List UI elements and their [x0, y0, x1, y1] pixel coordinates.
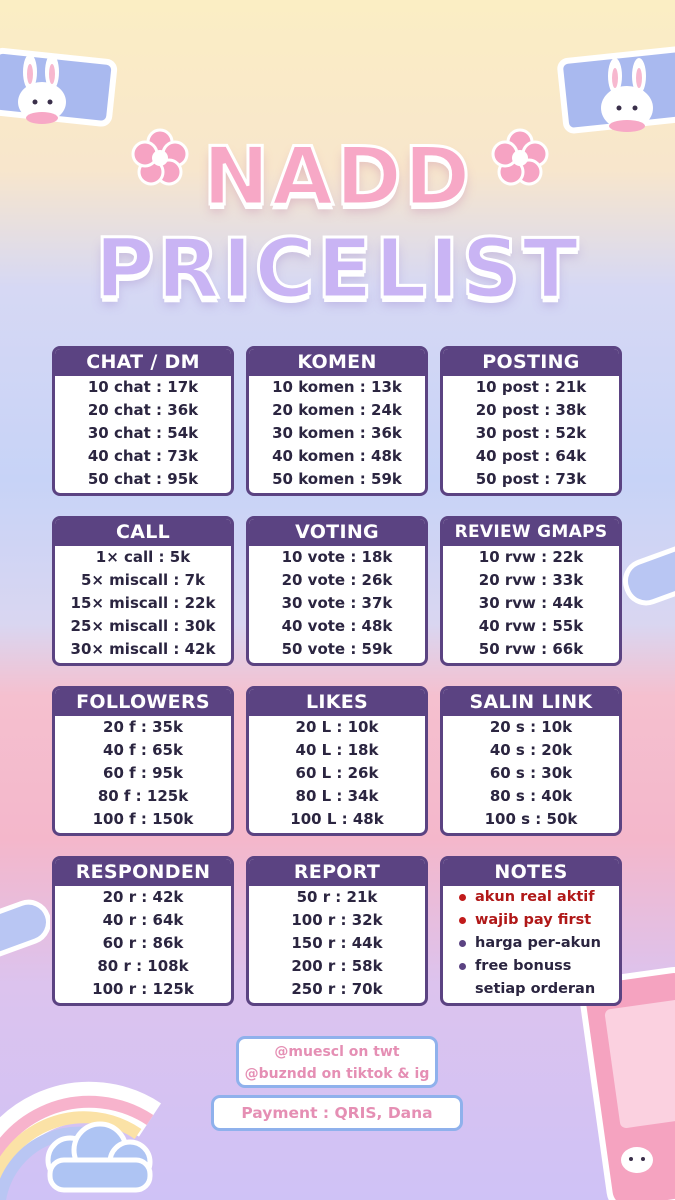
- payment-methods: Payment : QRIS, Dana: [211, 1095, 463, 1131]
- price-row: 80 L : 34k: [295, 787, 379, 805]
- bandage-sticker-right: [620, 540, 675, 620]
- bullet-icon: [459, 894, 466, 901]
- price-row: 60 r : 86k: [102, 934, 184, 952]
- card-header: RESPONDEN: [55, 859, 231, 886]
- price-row: 20 s : 10k: [489, 718, 573, 736]
- price-row: 30 post : 52k: [475, 424, 587, 442]
- note-item: [457, 932, 619, 955]
- price-row: 15× miscall : 22k: [70, 594, 216, 612]
- price-row: 80 f : 125k: [97, 787, 189, 805]
- note-text: free bonuss: [475, 958, 572, 974]
- price-row: 100 r : 125k: [92, 980, 194, 998]
- card-header: KOMEN: [249, 349, 425, 376]
- price-row: 60 f : 95k: [103, 764, 183, 782]
- card-header: NOTES: [443, 859, 619, 886]
- price-row: 40 s : 20k: [489, 741, 573, 759]
- price-card-voting: [246, 516, 428, 666]
- price-row: 1× call : 5k: [95, 548, 191, 566]
- price-row: 100 L : 48k: [290, 810, 384, 828]
- price-card-responden: [52, 856, 234, 1006]
- notes-card: [440, 856, 622, 1006]
- bullet-icon: [459, 940, 466, 947]
- note-text: setiap orderan: [475, 981, 596, 997]
- note-text: wajib pay first: [475, 912, 592, 928]
- price-row: 40 f : 65k: [103, 741, 183, 759]
- note-item-continued: [457, 978, 619, 1001]
- notes-list: [443, 886, 619, 1001]
- price-row: 250 r : 70k: [291, 980, 383, 998]
- bunny-tape-sticker-right: [555, 42, 675, 142]
- price-row: 40 chat : 73k: [87, 447, 199, 465]
- bullet-icon: [459, 917, 466, 924]
- price-card-review-gmaps: [440, 516, 622, 666]
- note-item: [457, 886, 619, 909]
- price-row: 10 rvw : 22k: [478, 548, 584, 566]
- price-row: 150 r : 44k: [291, 934, 383, 952]
- price-row: 30× miscall : 42k: [70, 640, 216, 658]
- card-header: LIKES: [249, 689, 425, 716]
- price-row: 50 post : 73k: [475, 470, 587, 488]
- price-row: 10 komen : 13k: [272, 378, 402, 396]
- bunny-tape-sticker-left: [0, 42, 120, 137]
- price-row: 60 s : 30k: [489, 764, 573, 782]
- price-row: 50 rvw : 66k: [478, 640, 584, 658]
- note-item: [457, 909, 619, 932]
- card-header: CALL: [55, 519, 231, 546]
- price-card-komen: [246, 346, 428, 496]
- bandage-sticker-left: [0, 895, 50, 965]
- price-row: 100 s : 50k: [484, 810, 578, 828]
- price-row: 200 r : 58k: [291, 957, 383, 975]
- price-card-posting: [440, 346, 622, 496]
- price-row: 60 L : 26k: [295, 764, 379, 782]
- price-card-report: [246, 856, 428, 1006]
- price-row: 100 f : 150k: [92, 810, 194, 828]
- card-header: CHAT / DM: [55, 349, 231, 376]
- note-text: akun real aktif: [475, 889, 595, 905]
- price-card-chat-dm: [52, 346, 234, 496]
- price-row: 50 chat : 95k: [87, 470, 199, 488]
- price-row: 50 vote : 59k: [281, 640, 393, 658]
- price-row: 20 rvw : 33k: [478, 571, 584, 589]
- price-row: 80 r : 108k: [97, 957, 189, 975]
- price-row: 20 f : 35k: [103, 718, 183, 736]
- price-row: 20 r : 42k: [102, 888, 184, 906]
- price-row: 10 post : 21k: [475, 378, 587, 396]
- price-row: 25× miscall : 30k: [70, 617, 216, 635]
- card-header: SALIN LINK: [443, 689, 619, 716]
- price-row: 20 post : 38k: [475, 401, 587, 419]
- price-row: 10 vote : 18k: [281, 548, 393, 566]
- price-row: 100 r : 32k: [291, 911, 383, 929]
- title-line-2: PRICELIST: [94, 222, 581, 317]
- bullet-icon: [459, 963, 466, 970]
- price-row: 30 chat : 54k: [87, 424, 199, 442]
- price-row: 5× miscall : 7k: [80, 571, 206, 589]
- card-header: POSTING: [443, 349, 619, 376]
- card-header: REPORT: [249, 859, 425, 886]
- title-line-1: NADD: [202, 130, 473, 223]
- card-header: FOLLOWERS: [55, 689, 231, 716]
- contact-box: [236, 1036, 438, 1088]
- price-row: 20 komen : 24k: [272, 401, 402, 419]
- price-row: 30 rvw : 44k: [478, 594, 584, 612]
- price-row: 20 L : 10k: [295, 718, 379, 736]
- price-row: 40 r : 64k: [102, 911, 184, 929]
- card-header: VOTING: [249, 519, 425, 546]
- price-row: 80 s : 40k: [489, 787, 573, 805]
- price-card-salin-link: [440, 686, 622, 836]
- tiktok-ig-handle[interactable]: @buzndd on tiktok & ig: [244, 1066, 430, 1082]
- price-card-call: [52, 516, 234, 666]
- rainbow-cloud-sticker: [0, 1010, 180, 1200]
- price-row: 50 r : 21k: [296, 888, 378, 906]
- price-row: 50 komen : 59k: [272, 470, 402, 488]
- price-row: 40 L : 18k: [295, 741, 379, 759]
- price-row: 40 vote : 48k: [281, 617, 393, 635]
- price-row: 40 komen : 48k: [272, 447, 402, 465]
- price-row: 20 chat : 36k: [87, 401, 199, 419]
- price-row: 10 chat : 17k: [87, 378, 199, 396]
- price-row: 30 vote : 37k: [281, 594, 393, 612]
- note-item: [457, 955, 619, 978]
- price-card-likes: [246, 686, 428, 836]
- note-text: harga per-akun: [475, 935, 601, 951]
- price-card-followers: [52, 686, 234, 836]
- price-row: 30 komen : 36k: [272, 424, 402, 442]
- twitter-handle[interactable]: @muescl on twt: [274, 1044, 400, 1060]
- price-row: 40 post : 64k: [475, 447, 587, 465]
- price-row: 20 vote : 26k: [281, 571, 393, 589]
- card-header: REVIEW GMAPS: [443, 519, 619, 546]
- price-row: 40 rvw : 55k: [478, 617, 584, 635]
